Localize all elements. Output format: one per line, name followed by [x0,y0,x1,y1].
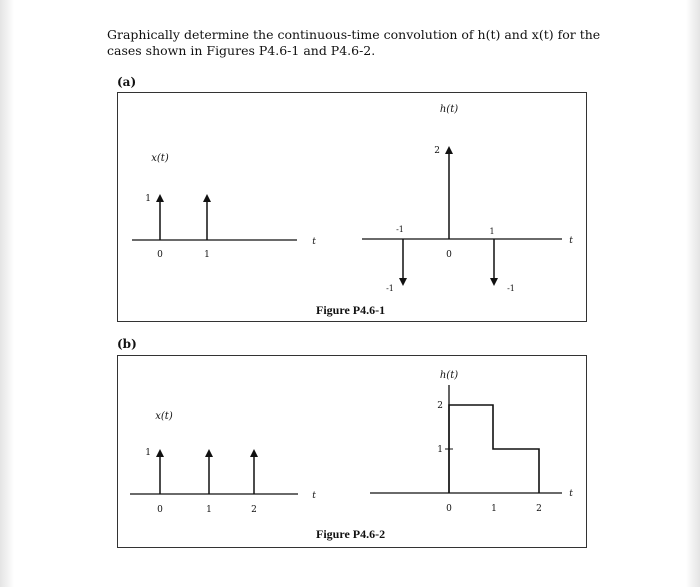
x-plot-b-title: x(t) [155,411,173,422]
x-plot-a-title: x(t) [151,153,169,164]
x-plot-b-tick-0: 0 [157,505,163,515]
h-plot-a-title: h(t) [439,104,459,115]
h-plot-a-axis-label: t [569,236,573,246]
h-plot-b-title: h(t) [439,370,459,381]
h-plot-a-tick-neg1: -1 [396,225,404,234]
problem-line-2: cases shown in Figures P4.6-1 and P4.6-2. [107,43,376,58]
h-plot-a-area-2: 2 [434,146,440,156]
figure-b-caption: Figure P4.6-2 [316,527,386,541]
h-plot-a-tick-1: 1 [489,227,495,236]
h-plot-a-area-neg1-right: -1 [507,284,515,293]
h-plot-b-ytick-1: 1 [437,445,443,455]
x-plot-b-tick-2: 2 [251,505,257,515]
x-plot-b [130,411,316,515]
h-plot-b-tick-0: 0 [446,504,452,514]
h-staircase-b [449,405,539,493]
part-b-label: (b) [117,337,137,351]
problem-line-1: Graphically determine the continuous-time convolution of h(t) and x(t) for the [107,27,601,42]
x-plot-a-area-label: 1 [145,194,151,204]
x-plot-b-tick-1: 1 [206,505,212,515]
h-plot-a-tick-0: 0 [446,250,452,260]
h-plot-b-ytick-2: 2 [437,401,443,411]
x-plot-b-area-label: 1 [145,448,151,458]
h-plot-b-axis-label: t [569,489,573,499]
x-plot-a-tick-0: 0 [157,250,163,260]
h-plot-a-area-neg1-left: -1 [386,284,394,293]
x-plot-b-axis-label: t [312,491,316,501]
h-plot-b [370,370,573,514]
x-plot-a-tick-1: 1 [204,250,210,260]
part-a-label: (a) [117,75,137,89]
x-plot-a-axis-label: t [312,237,316,247]
h-plot-b-tick-1: 1 [491,504,497,514]
h-plot-b-tick-2: 2 [536,504,542,514]
figure-a-caption: Figure P4.6-1 [316,303,386,317]
